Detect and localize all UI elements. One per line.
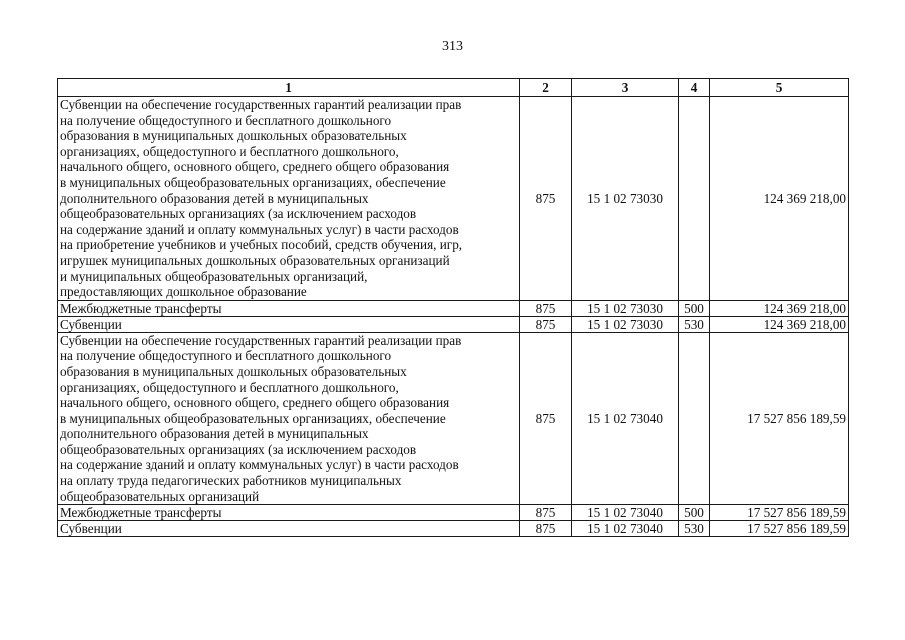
table-row [58, 300, 849, 316]
row-amount: 17 527 856 189,59 [710, 505, 849, 521]
row-ministry: 875 [520, 316, 572, 332]
table-row [58, 316, 849, 332]
row-code: 15 1 02 73030 [572, 316, 679, 332]
budget-table [57, 78, 849, 537]
row-ministry: 875 [520, 97, 572, 301]
row-code: 15 1 02 73040 [572, 521, 679, 537]
row-name: Субвенции на обеспечение государственных гарантий реализации прав на получение общедоступного и бесплатного дошкольного образования в муниципальных дошкольных образовательных организациях, общедоступного и бесплатного дошкольного, начального общего, основного общего, среднего общего образования в муниципальных общеобразовательных организациях, обеспечение дополнительного образования детей в муниципальных общеобразовательных организациях (за исключением расходов на содержание зданий и оплату коммунальных услуг) в части расходов на приобретение учебников и учебных пособий, средств обучения, игр, игрушек муниципальных дошкольных образовательных организаций и муниципальных общеобразовательных организаций, предоставляющих дошкольное образование [58, 97, 520, 301]
row-amount: 124 369 218,00 [710, 97, 849, 301]
table-row [58, 332, 849, 505]
header-col-1: 1 [58, 79, 520, 97]
row-ministry: 875 [520, 521, 572, 537]
row-amount: 17 527 856 189,59 [710, 521, 849, 537]
row-name: Межбюджетные трансферты [58, 505, 520, 521]
table-row [58, 97, 849, 301]
header-col-3: 3 [572, 79, 679, 97]
row-type [679, 97, 710, 301]
row-name: Субвенции [58, 316, 520, 332]
row-ministry: 875 [520, 332, 572, 505]
row-amount: 17 527 856 189,59 [710, 332, 849, 505]
page-number: 313 [442, 39, 463, 54]
row-type: 500 [679, 300, 710, 316]
table-header-row [58, 79, 849, 97]
row-code: 15 1 02 73040 [572, 332, 679, 505]
header-col-2: 2 [520, 79, 572, 97]
row-ministry: 875 [520, 505, 572, 521]
row-name: Межбюджетные трансферты [58, 300, 520, 316]
row-type: 530 [679, 316, 710, 332]
row-code: 15 1 02 73040 [572, 505, 679, 521]
row-amount: 124 369 218,00 [710, 316, 849, 332]
table-row [58, 505, 849, 521]
row-type: 500 [679, 505, 710, 521]
row-name: Субвенции [58, 521, 520, 537]
table-row [58, 521, 849, 537]
row-type [679, 332, 710, 505]
row-ministry: 875 [520, 300, 572, 316]
header-col-4: 4 [679, 79, 710, 97]
row-name: Субвенции на обеспечение государственных гарантий реализации прав на получение общедоступного и бесплатного дошкольного образования в муниципальных дошкольных образовательных организациях, общедоступного и бесплатного дошкольного, начального общего, основного общего, среднего общего образования в муниципальных общеобразовательных организациях, обеспечение дополнительного образования детей в муниципальных общеобразовательных организациях (за исключением расходов на содержание зданий и оплату коммунальных услуг) в части расходов на оплату труда педагогических работников муниципальных общеобразовательных организаций [58, 332, 520, 505]
header-col-5: 5 [710, 79, 849, 97]
row-code: 15 1 02 73030 [572, 97, 679, 301]
row-type: 530 [679, 521, 710, 537]
row-code: 15 1 02 73030 [572, 300, 679, 316]
row-amount: 124 369 218,00 [710, 300, 849, 316]
